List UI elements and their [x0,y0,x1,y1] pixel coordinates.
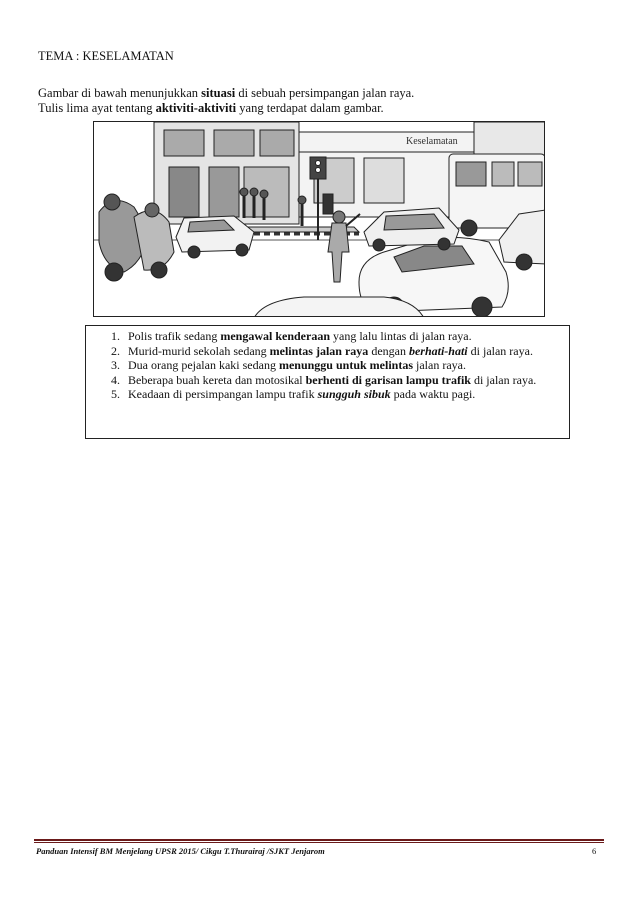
answer-item: 1. Polis trafik sedang mengawal kenderaan yang lalu lintas di jalan raya. [111,329,472,343]
answer-item: 4. Beberapa buah kereta dan motosikal berhenti di garisan lampu trafik di jalan raya. [111,372,537,387]
footer-text: Panduan Intensif BM Menjelang UPSR 2015/ Cikgu T.Thurairaj /SJKT Jenjarom [36,846,325,856]
answer-item: 2. Murid-murid sekolah sedang melintas jalan raya dengan berhati-hati di jalan raya. [111,343,533,358]
answer-item: 5. Keadaan di persimpangan lampu trafik sungguh sibuk pada waktu pagi. [111,387,476,402]
footer-divider-thin [34,842,604,843]
instructions [38,86,598,116]
theme-title: TEMA : KESELAMATAN [38,49,174,63]
page-number: 6 [592,846,597,856]
car-illustration-left [176,216,254,258]
instruction-line-2: Tulis lima ayat tentang aktiviti-aktiviti yang terdapat dalam gambar. [38,101,384,115]
answer-item: 3. Dua orang pejalan kaki sedang menunggu untuk melintas jalan raya. [111,358,466,373]
answer-box [85,325,570,439]
traffic-police-illustration [328,211,360,282]
footer-divider [34,839,604,841]
shop-sign-text: Keselamatan [406,136,458,147]
instruction-line-1: Gambar di bawah menunjukkan situasi di sebuah persimpangan jalan raya. [38,86,415,100]
traffic-intersection-illustration [93,121,545,317]
answer-list [111,329,551,402]
